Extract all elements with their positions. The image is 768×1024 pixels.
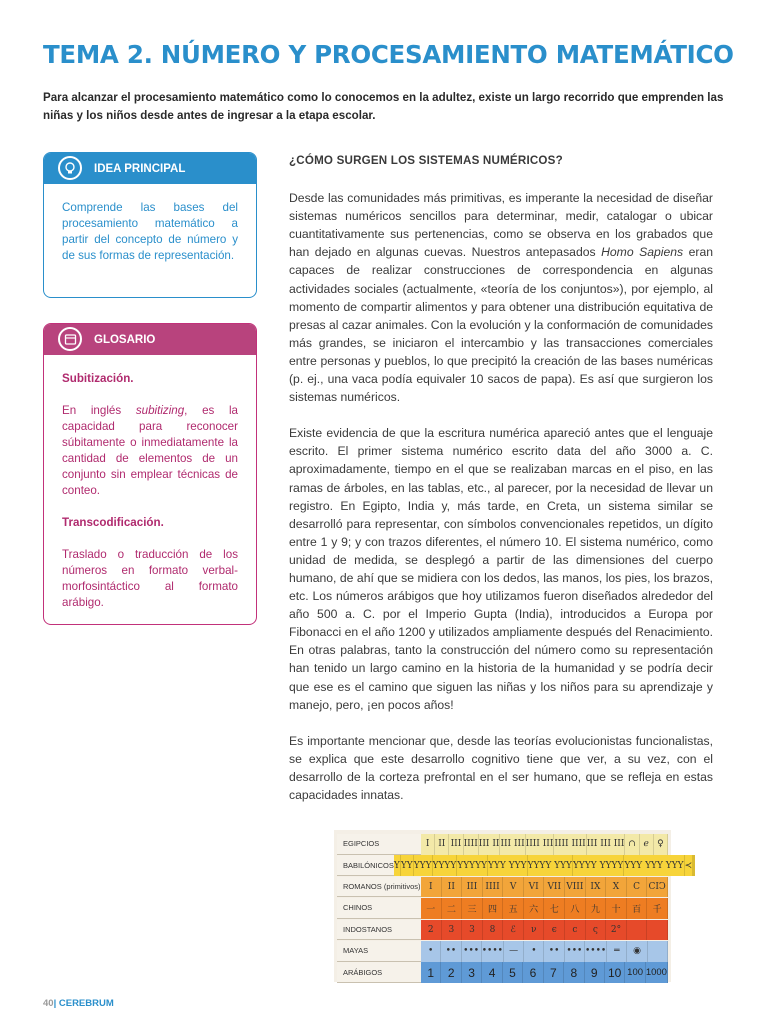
- numeral-cell: 1000: [646, 962, 668, 983]
- numeral-cell: [694, 855, 695, 876]
- numeral-row-label: ROMANOS (primitivos): [337, 877, 421, 898]
- numeral-cell: 一: [421, 898, 442, 919]
- numeral-cell: ℰ: [503, 920, 524, 941]
- paragraph-text: eran capaces de realizar construcciones de correspondencia en algunas actividades sociales (actualmente, «teoría de los conjuntos»), por ejemplo, al momento de compartir alimentos y para obtener una distribución equitativa de presas al cazar animales. Con la evolución y la conformación de comunidades más grandes, se iniciaron el intercambio y las transacciones comerciales entre personas y pueblos, lo que precipitó la creación de las bases numéricas (p. ej., una vaca podía equivaler 10 sacos de papa). Es así que surgieron los sistemas numéricos.: [289, 245, 713, 405]
- article-column: [289, 152, 713, 822]
- numeral-cell: 十: [606, 898, 627, 919]
- numeral-cell: III III: [500, 834, 525, 855]
- numeral-cell: 8: [564, 962, 584, 983]
- numeral-cell: ϵ: [544, 920, 565, 941]
- page-footer: [43, 998, 114, 1009]
- article-heading: ¿CÓMO SURGEN LOS SISTEMAS NUMÉRICOS?: [289, 154, 563, 167]
- idea-principal-label: IDEA PRINCIPAL: [94, 162, 186, 175]
- numeral-cell: I: [421, 877, 442, 898]
- numeral-cell: VII: [544, 877, 565, 898]
- numeral-cell: CIↃ: [647, 877, 668, 898]
- numeral-cell: 五: [503, 898, 524, 919]
- numeral-row-label: ARÁBIGOS: [337, 962, 421, 983]
- numeral-cell: YYY YYY YYY: [624, 855, 684, 876]
- numeral-row-label: EGIPCIOS: [337, 834, 421, 855]
- numeral-row-label: CHINOS: [337, 898, 421, 919]
- numeral-row: [337, 941, 668, 962]
- numeral-cells: [421, 877, 668, 898]
- numeral-cell: 5: [503, 962, 523, 983]
- article-paragraph: Existe evidencia de que la escritura numérica apareció antes que el lenguaje escrito. El primer sistema numérico escrito data del año 3000 a. C. aproximadamente, tiempo en el que se realizaban marcas en el piso, en las ramas de árboles, en las tablas, etc., al parecer, por la necesidad de llevar un registro. En Egipto, India y, más tarde, en Creta, un sistema similar se desarrolló para representar, con símbolos convencionales repetidos, un dígito entre 1 y 9; y con trazos diferentes, el número 10. El sistema numérico, como unidad de medida, se desplegó a partir de las dimensiones del cuerpo humano, de ahí que se midiera con los dedos, las manos, los pies, los brazos, etc. Los números arábigos que hoy utilizamos fueron diseñados alrededor del año 500 a. C. por el Imperio Gupta (India), introducidos a Europa por Fibonacci en el año 1200 y utilizados ampliamente después del Renacimiento. En otras palabras, tanto la construcción del número como su representación han tenido un largo camino en la historia de la humanidad y se podría decir que ese es el camino que siguen las niñas y los niños para su aprendizaje y manejo, pero, ¡en pocos años!: [289, 426, 713, 712]
- numeral-cell: V: [503, 877, 524, 898]
- numeral-cell: 六: [524, 898, 545, 919]
- numeral-cell: YYY YYY: [488, 855, 528, 876]
- numeral-row-label: MAYAS: [337, 941, 421, 962]
- numeral-cell: 2: [441, 962, 461, 983]
- intro-paragraph: Para alcanzar el procesamiento matemático como lo conocemos en la adultez, existe un largo recorrido que emprenden las niñas y los niños desde antes de ingresar a la etapa escolar.: [43, 91, 724, 122]
- numeral-cell: 6: [523, 962, 543, 983]
- idea-principal-header: [44, 153, 256, 184]
- numeral-cell: 8: [483, 920, 504, 941]
- numeral-cell: [648, 941, 668, 962]
- numeral-cell: YY: [401, 855, 414, 876]
- footer-label: | CEREBRUM: [53, 998, 114, 1009]
- numeral-cell: 九: [586, 898, 607, 919]
- numeral-cell: 四: [483, 898, 504, 919]
- numeral-cell: ♀: [654, 834, 668, 855]
- numeral-cell: ◉: [627, 941, 647, 962]
- glossary-definition: [62, 403, 238, 499]
- numeral-cell: 100: [625, 962, 645, 983]
- numeral-row: [337, 898, 668, 919]
- numeral-cell: 4: [482, 962, 502, 983]
- numeral-cell: 二: [442, 898, 463, 919]
- numeral-cell: II: [442, 877, 463, 898]
- numeral-cell: VIII: [565, 877, 586, 898]
- numeral-cell: •••: [462, 941, 482, 962]
- numeral-cell: 3: [462, 920, 483, 941]
- numeral-cell: •: [524, 941, 544, 962]
- numeral-cell: I: [421, 834, 435, 855]
- book-icon: [58, 327, 82, 351]
- numeral-row: [337, 962, 668, 983]
- numeral-cell: ≺: [685, 855, 694, 876]
- lightbulb-icon: [58, 156, 82, 180]
- numeral-cells: [421, 834, 668, 855]
- numeral-cell: 9: [585, 962, 605, 983]
- numeral-cells: [421, 920, 668, 941]
- numeral-cell: 七: [544, 898, 565, 919]
- numeral-cell: IIII III: [526, 834, 555, 855]
- idea-principal-box: [43, 152, 257, 298]
- numeral-systems-figure: [334, 830, 693, 982]
- numeral-row: [337, 855, 693, 876]
- numeral-row-label: BABILÓNICOS: [337, 855, 394, 876]
- paragraph-italic: Homo Sapiens: [601, 245, 684, 260]
- numeral-cells: [421, 898, 668, 919]
- numeral-cell: YYY: [414, 855, 433, 876]
- glossary-term: Transcodificación.: [62, 516, 164, 529]
- numeral-cell: [647, 920, 668, 941]
- numeral-cell: C: [627, 877, 648, 898]
- glossary-def-italic: subitizing: [135, 404, 185, 417]
- numeral-cell: 10: [605, 962, 625, 983]
- numeral-cell: YYYYY: [457, 855, 488, 876]
- numeral-row-label: INDOSTANOS: [337, 920, 421, 941]
- glosario-box: [43, 323, 257, 625]
- glosario-body: [44, 355, 256, 611]
- glossary-term: Subitización.: [62, 372, 134, 385]
- numeral-cell: ∩: [625, 834, 639, 855]
- article-paragraph: [289, 189, 713, 406]
- numeral-cell: ς: [586, 920, 607, 941]
- glossary-definition: [62, 547, 238, 611]
- numeral-cell: ••••: [585, 941, 607, 962]
- numeral-cell: ••••: [482, 941, 504, 962]
- numeral-cells: [394, 855, 695, 876]
- numeral-cell: III: [449, 834, 463, 855]
- numeral-cell: ν: [524, 920, 545, 941]
- numeral-cell: IX: [586, 877, 607, 898]
- numeral-cell: 2: [421, 920, 442, 941]
- numeral-cells: [421, 962, 668, 983]
- numeral-cell: III II: [479, 834, 501, 855]
- numeral-cell: •: [421, 941, 441, 962]
- numeral-cell: YYYY YYYY: [573, 855, 624, 876]
- numeral-cell: III III III: [587, 834, 626, 855]
- numeral-cell: 三: [462, 898, 483, 919]
- numeral-cell: 3: [442, 920, 463, 941]
- numeral-row: [337, 834, 668, 855]
- numeral-cell: ••: [544, 941, 564, 962]
- numeral-cell: 7: [544, 962, 564, 983]
- glosario-label: GLOSARIO: [94, 333, 156, 346]
- numeral-cell: [627, 920, 648, 941]
- numeral-cell: ϲ: [565, 920, 586, 941]
- numeral-cell: —: [504, 941, 524, 962]
- glossary-def-text: , es la capacidad para reconocer súbitamente o inmediatamente la cantidad de elementos de un conjunto sin emplear técnicas de conteo.: [62, 404, 239, 497]
- article-paragraph: Es importante mencionar que, desde las teorías evolucionistas funcionalistas, se explica que este desarrollo cognitivo tiene que ver, a su vez, con el desarrollo de la corteza prefrontal en el ser humano, que se refleja en estas capacidades innatas.: [289, 733, 713, 802]
- numeral-row: [337, 920, 668, 941]
- paragraph-text: Desde las comunidades más primitivas, es imperante la necesidad de diseñar sistemas numéricos sencillos para determinar, medir, catalogar o ubicar cuantitativamente sus pertenencias, como se observa en los grabados que han dejado en algunas cuevas. Nuestros antepasados: [289, 191, 713, 260]
- numeral-cell: YYYY: [433, 855, 458, 876]
- numeral-cell: 百: [627, 898, 648, 919]
- numeral-cell: 1: [421, 962, 441, 983]
- numeral-cell: 千: [647, 898, 668, 919]
- numeral-cell: ••: [441, 941, 461, 962]
- numeral-cell: IIII: [464, 834, 479, 855]
- numeral-row: [337, 877, 668, 898]
- numeral-cell: 八: [565, 898, 586, 919]
- numeral-cells: [421, 941, 668, 962]
- idea-principal-text: Comprende las bases del procesamiento matemático a partir del concepto de número y de sus formas de representación.: [62, 201, 238, 262]
- numeral-cell: Y: [394, 855, 401, 876]
- numeral-cell: ═: [607, 941, 627, 962]
- page-title: TEMA 2. NÚMERO Y PROCESAMIENTO MATEMÁTICO: [43, 40, 734, 69]
- glossary-def-text: Traslado o traducción de los números en formato verbal-morfosintáctico al formato arábigo.: [62, 548, 238, 609]
- numeral-cell: 3: [462, 962, 482, 983]
- numeral-cell: III: [462, 877, 483, 898]
- numeral-cell: IIII IIII: [554, 834, 586, 855]
- numeral-cell: YYYY YYY: [528, 855, 573, 876]
- page-number: 40: [43, 998, 54, 1009]
- glosario-header: [44, 324, 256, 355]
- numeral-cell: II: [435, 834, 449, 855]
- numeral-cell: •••: [565, 941, 585, 962]
- numeral-cell: IIII: [483, 877, 504, 898]
- numeral-cell: 2°: [606, 920, 627, 941]
- glossary-def-text: En inglés: [62, 404, 136, 417]
- numeral-cell: VI: [524, 877, 545, 898]
- numeral-cell: X: [606, 877, 627, 898]
- numeral-cell: ℯ: [640, 834, 654, 855]
